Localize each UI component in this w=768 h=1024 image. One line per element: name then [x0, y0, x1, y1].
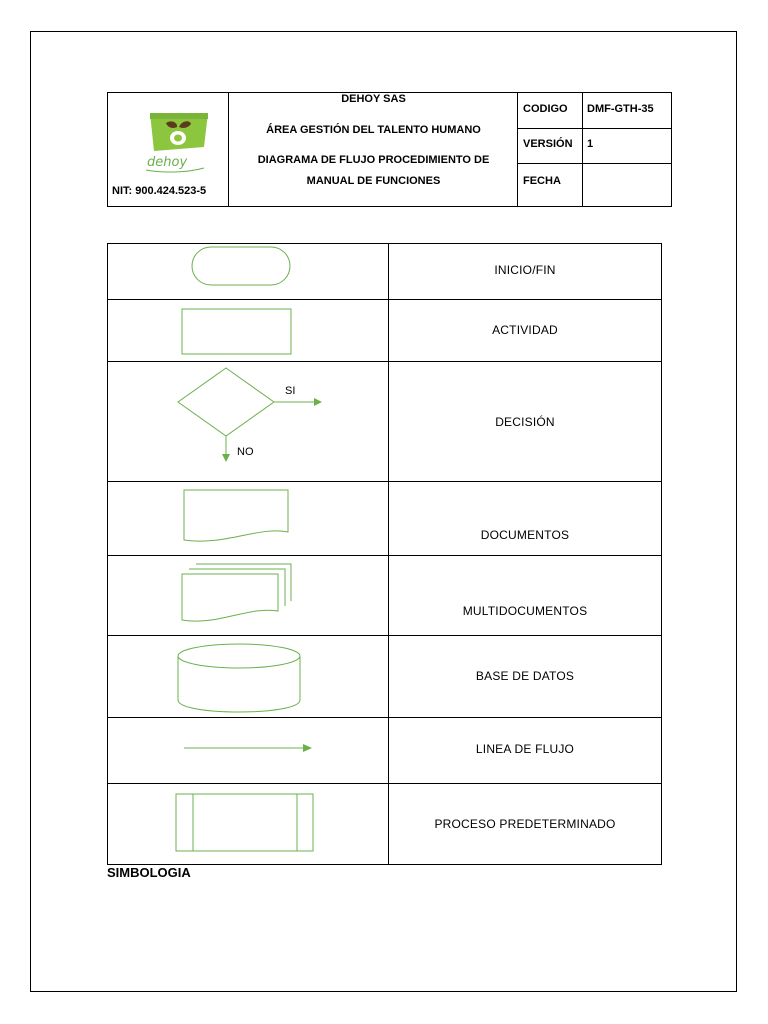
table-row	[108, 783, 661, 864]
header-divider	[582, 93, 583, 206]
symbol-label: DOCUMENTOS	[480, 528, 570, 542]
document-header	[107, 92, 672, 207]
table-row	[108, 635, 661, 717]
code-label: CODIGO	[523, 103, 568, 115]
date-label: FECHA	[523, 175, 561, 187]
table-row	[108, 555, 661, 635]
predefined-process-icon	[108, 784, 388, 865]
company-logo	[146, 111, 206, 171]
header-divider	[228, 93, 229, 206]
header-divider	[517, 163, 672, 164]
decision-diamond-icon	[108, 362, 388, 482]
header-divider	[517, 93, 518, 206]
flow-arrow-icon	[108, 718, 388, 784]
no-branch-label: NO	[237, 446, 254, 458]
document-icon	[108, 482, 388, 556]
symbol-label: BASE DE DATOS	[475, 669, 575, 683]
symbol-label: PROCESO PREDETERMINADO	[434, 817, 616, 831]
table-row	[108, 481, 661, 555]
symbol-label: LINEA DE FLUJO	[475, 742, 575, 756]
table-row	[108, 244, 661, 299]
header-divider	[517, 128, 672, 129]
logo-wordmark: dehoy	[147, 155, 188, 170]
version-label: VERSIÓN	[523, 138, 573, 150]
terminator-icon	[108, 244, 388, 299]
yes-branch-label: SI	[285, 385, 296, 397]
table-row	[108, 299, 661, 361]
document-title-line1: DIAGRAMA DE FLUJO PROCEDIMIENTO DE	[257, 154, 490, 166]
nit-number: NIT: 900.424.523-5	[112, 185, 207, 197]
version-value: 1	[587, 138, 594, 150]
symbol-label: INICIO/FIN	[494, 263, 556, 277]
area-name: ÁREA GESTIÓN DEL TALENTO HUMANO	[266, 124, 481, 136]
document-title-line2: MANUAL DE FUNCIONES	[306, 175, 441, 187]
process-rectangle-icon	[108, 300, 388, 362]
company-name: DEHOY SAS	[341, 93, 406, 105]
symbol-table	[107, 243, 662, 865]
table-row	[108, 717, 661, 783]
table-row	[108, 361, 661, 481]
database-cylinder-icon	[108, 636, 388, 718]
code-value: DMF-GTH-35	[587, 103, 654, 115]
symbol-label: MULTIDOCUMENTOS	[462, 604, 588, 618]
symbol-label: ACTIVIDAD	[492, 323, 558, 337]
multi-document-icon	[108, 556, 388, 636]
section-caption: SIMBOLOGIA	[107, 865, 191, 880]
symbol-label: DECISIÓN	[495, 415, 555, 429]
